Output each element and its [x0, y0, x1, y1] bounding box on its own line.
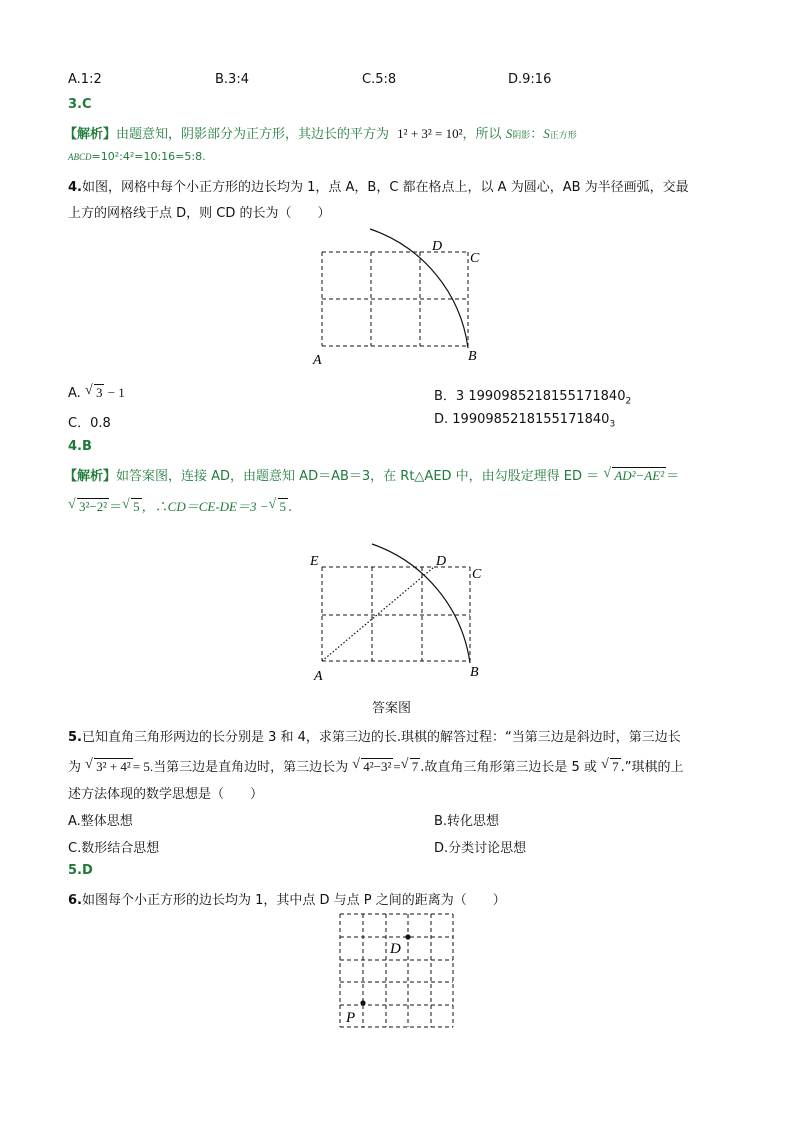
q4-answer-figure	[300, 540, 500, 686]
q4-label-b: B	[468, 349, 477, 364]
q6-point-d	[405, 934, 410, 939]
q5-option-b: B.转化思想	[434, 814, 500, 829]
q4-number: 4.	[68, 180, 82, 195]
q4-option-a	[68, 385, 125, 401]
q4-stem-text1: 如图，网格中每个小正方形的边长均为 1，点 A，B，C 都在格点上，以 A 为圆心，AB 为半径画弧，交最	[81, 180, 689, 195]
q5-radicand1: 3² + 4²	[96, 759, 131, 774]
q4-option-b	[434, 385, 631, 407]
q5-answer: 5.D	[68, 863, 93, 878]
q4-analysis-radicand2: 3²−2²	[79, 499, 108, 514]
q4-figure	[300, 226, 500, 370]
q4-arc	[370, 229, 468, 348]
q4-stem-line1	[68, 176, 689, 195]
q5-stem-text2b: = 5.当第三边是直角边时，第三边长为	[132, 759, 349, 774]
q6-number: 6.	[68, 893, 82, 908]
q3-analysis-tag: 【解析】	[64, 127, 117, 142]
q3-analysis-mid: ，所以	[462, 127, 502, 142]
q3-s-square: S	[543, 126, 550, 141]
q4-answer-arc	[372, 544, 470, 663]
q3-option-c: C.5:8	[362, 72, 397, 87]
q5-stem-text2a: 为	[68, 760, 82, 775]
q4-analysis-radicand1: AD²−AE²	[614, 468, 665, 483]
q3-s-shadow: S	[505, 126, 513, 141]
q5-stem-line1	[68, 726, 681, 745]
q3-option-a: A.1:2	[68, 72, 102, 87]
q4-option-b-sub: 2	[625, 396, 632, 407]
q5-radicand4: 7	[612, 759, 619, 774]
q3-analysis-line2	[68, 150, 206, 163]
q6-point-p	[360, 1000, 365, 1005]
q4-analysis-sqrt1	[603, 468, 666, 484]
q3-answer: 3.C	[68, 97, 92, 112]
q4-option-b-text: B．3 1990985218155171840	[434, 389, 626, 404]
q4-option-a-sqrt	[85, 385, 105, 401]
q4-answer-figure-caption: 答案图	[372, 701, 412, 716]
q5-option-c: C.数形结合思想	[68, 841, 160, 856]
q5-sqrt2	[352, 759, 393, 775]
q4-stem-line2: 上方的网格线于点 D，则 CD 的长为（ ）	[68, 206, 331, 221]
q5-stem-line3: 述方法体现的数学思想是（ ）	[68, 787, 264, 802]
q5-sqrt4	[601, 759, 621, 775]
q4-answer-label-a: A	[314, 669, 323, 684]
q5-stem-line2	[68, 756, 683, 775]
q5-sqrt3	[401, 759, 421, 775]
q4-label-d: D	[432, 239, 443, 254]
q4-label-c: C	[470, 251, 480, 266]
q3-analysis-text: 由题意知，阴影部分为正方形，其边长的平方为	[116, 127, 390, 142]
q4-option-a-suffix: − 1	[104, 385, 125, 400]
q4-option-d-text: D. 1990985218155171840	[434, 412, 610, 427]
q4-analysis-line2	[68, 496, 292, 515]
q4-option-d-sub: 3	[609, 419, 616, 430]
q4-analysis-period: .	[288, 500, 293, 515]
q4-analysis-radicand4: 5	[279, 499, 287, 514]
q6-grid	[340, 914, 453, 1027]
q4-analysis-cd: ，∴CD＝CE-DE＝3 −	[141, 499, 269, 514]
q3-s-square-sub: 正方形	[549, 131, 577, 141]
q4-answer-label-b: B	[470, 665, 479, 680]
q5-option-a: A.整体思想	[68, 814, 133, 829]
q5-number: 5.	[68, 730, 82, 745]
q4-analysis-eq2: ＝	[109, 500, 123, 515]
q3-colon: ：	[530, 127, 544, 142]
q4-analysis-eq-end: ＝	[666, 469, 680, 484]
q5-stem-text1: 已知直角三角形两边的长分别是 3 和 4，求第三边的长.琪棋的解答过程：“当第三边是斜边时，第三边长	[81, 730, 681, 745]
q4-answer-segment-ad	[322, 567, 434, 661]
q4-label-a: A	[313, 353, 322, 368]
q3-analysis-eq: 1² + 3² = 10²	[397, 126, 463, 141]
q4-answer-label-c: C	[472, 567, 482, 582]
q4-answer: 4.B	[68, 439, 92, 454]
q5-radicand3: 7	[411, 759, 419, 774]
q3-option-b: B.3:4	[215, 72, 249, 87]
q3-abcd-sub: ABCD	[68, 152, 92, 162]
q4-analysis-radicand3: 5	[133, 499, 140, 514]
q4-analysis-sqrt3	[122, 499, 142, 515]
q4-option-a-prefix: A.	[68, 386, 81, 401]
q6-stem-text: 如图每个小正方形的边长均为 1，其中点 D 与点 P 之间的距离为（ ）	[81, 893, 506, 908]
q3-option-d: D.9:16	[508, 72, 552, 87]
q5-option-d: D.分类讨论思想	[434, 841, 527, 856]
q3-analysis	[64, 123, 577, 142]
q5-stem-text2d: .故直角三角形第三边长是 5 或	[420, 760, 597, 775]
q4-answer-grid	[322, 567, 470, 661]
q4-analysis-text: 如答案图，连接 AD，由题意知 AD＝AB＝3，在 Rt△AED 中，由勾股定理得 ED ＝	[116, 469, 600, 484]
q6-label-p: P	[346, 1010, 356, 1026]
q4-option-a-radicand: 3	[95, 385, 103, 400]
q3-s-shadow-sub: 阴影	[512, 131, 531, 141]
q6-label-d: D	[390, 941, 401, 957]
q4-grid	[322, 252, 468, 346]
q4-answer-label-d: D	[436, 554, 447, 569]
q3-ratio: =10²:4²=10:16=5:8.	[91, 150, 206, 163]
q4-answer-label-e: E	[310, 554, 319, 569]
q5-stem-text2e: .”琪棋的上	[620, 760, 684, 775]
q4-option-c: C．0.8	[68, 416, 111, 431]
q6-figure	[336, 910, 460, 1032]
q5-radicand2: 4²−3²	[363, 759, 392, 774]
q6-stem	[68, 889, 506, 908]
q4-analysis-line1	[64, 465, 679, 484]
q5-stem-text2c: =	[393, 759, 401, 774]
q4-option-d	[434, 412, 615, 430]
q4-analysis-tag: 【解析】	[64, 469, 117, 484]
q4-analysis-sqrt2	[68, 499, 109, 515]
q4-analysis-sqrt4	[269, 499, 289, 515]
q5-sqrt1	[85, 759, 133, 775]
